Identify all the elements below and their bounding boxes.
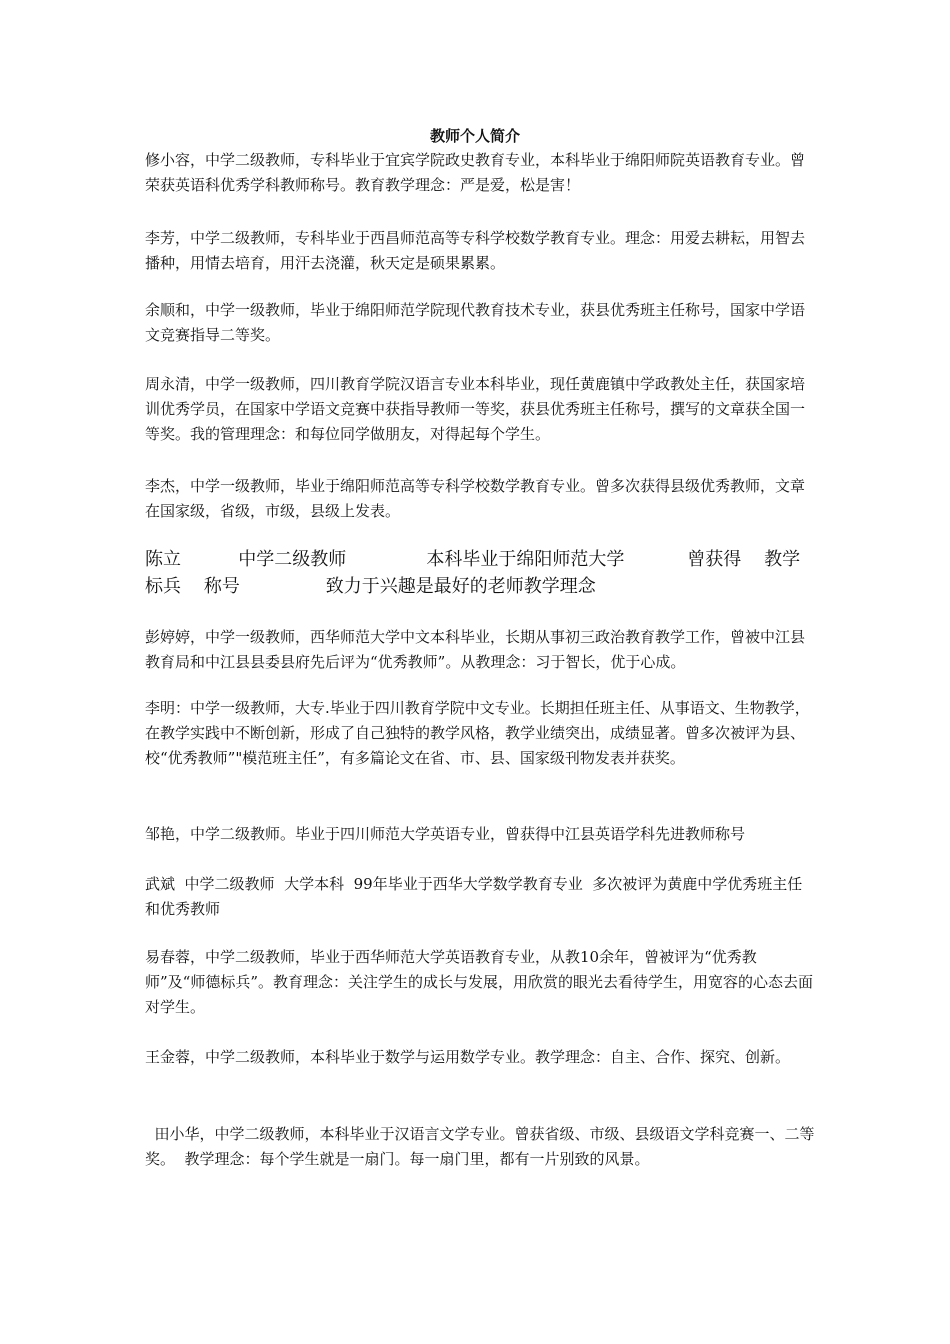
teacher-bio-zou-yan: 邹艳，中学二级教师。毕业于四川师范大学英语专业，曾获得中江县英语学科先进教师称号 [145, 825, 746, 843]
teacher-bio-zhou-yongqing: 周永清，中学一级教师，四川教育学院汉语言专业本科毕业，现任黄鹿镇中学政教处主任，获国家培训优秀学员，在国家中学语文竞赛中获指导教师一等奖，获县优秀班主任称号，撰写的文章获全国一等奖。我的管理理念：和每位同学做朋友，对得起每个学生。 [145, 375, 806, 443]
document-title: 教师个人简介 [429, 127, 520, 145]
teacher-bio-wang-jinrong: 王金蓉，中学二级教师，本科毕业于数学与运用数学专业。教学理念：自主、合作、探究、创新。 [145, 1048, 791, 1066]
teacher-bio-xiu-xiaorong: 修小容，中学二级教师，专科毕业于宜宾学院政史教育专业，本科毕业于绵阳师院英语教育专业。曾荣获英语科优秀学科教师称号。教育教学理念：严是爱，松是害！ [145, 151, 806, 194]
teacher-bio-wu-bin: 武斌 中学二级教师 大学本科 99年毕业于西华大学数学教育专业 多次被评为黄鹿中学优秀班主任和优秀教师 [145, 875, 803, 918]
teacher-bio-yu-shunhe: 余顺和，中学一级教师，毕业于绵阳师范学院现代教育技术专业，获县优秀班主任称号，国家中学语文竞赛指导二等奖。 [145, 301, 806, 344]
teacher-bio-li-fang: 李芳，中学二级教师，专科毕业于西昌师范高等专科学校数学教育专业。理念：用爱去耕耘，用智去播种，用情去培育，用汗去浇灌，秋天定是硕果累累。 [145, 229, 806, 272]
teacher-bio-chen-li: 陈立 中学二级教师 本科毕业于绵阳师范大学 曾获得 教学标兵 称号 致力于兴趣是最好的老师教学理念 [145, 549, 801, 597]
teacher-bio-li-jie: 李杰，中学一级教师，毕业于绵阳师范高等专科学校数学教育专业。曾多次获得县级优秀教师，文章在国家级，省级，市级，县级上发表。 [145, 477, 806, 520]
teacher-bio-peng-tingting: 彭婷婷，中学一级教师，西华师范大学中文本科毕业，长期从事初三政治教育教学工作，曾被中江县教育局和中江县县委县府先后评为“优秀教师”。从教理念：习于智长，优于心成。 [145, 628, 806, 671]
teacher-bio-li-ming: 李明：中学一级教师，大专.毕业于四川教育学院中文专业。长期担任班主任、从事语文、生物教学，在教学实践中不断创新，形成了自己独特的教学风格，教学业绩突出，成绩显著。曾多次被评为县、校“优秀教师”"模范班主任”，有多篇论文在省、市、县、国家级刊物发表并获奖。 [145, 699, 810, 767]
teacher-bio-tian-xiaohua: 田小华，中学二级教师，本科毕业于汉语言文学专业。曾获省级、市级、县级语文学科竞赛一、二等奖。 教学理念：每个学生就是一扇门。每一扇门里，都有一片别致的风景。 [145, 1125, 815, 1168]
teacher-bio-yi-chunrong: 易春蓉，中学二级教师，毕业于西华师范大学英语教育专业，从教10余年，曾被评为“优秀教师”及“师德标兵”。教育理念：关注学生的成长与发展，用欣赏的眼光去看待学生，用宽容的心态去面对学生。 [145, 948, 814, 1016]
